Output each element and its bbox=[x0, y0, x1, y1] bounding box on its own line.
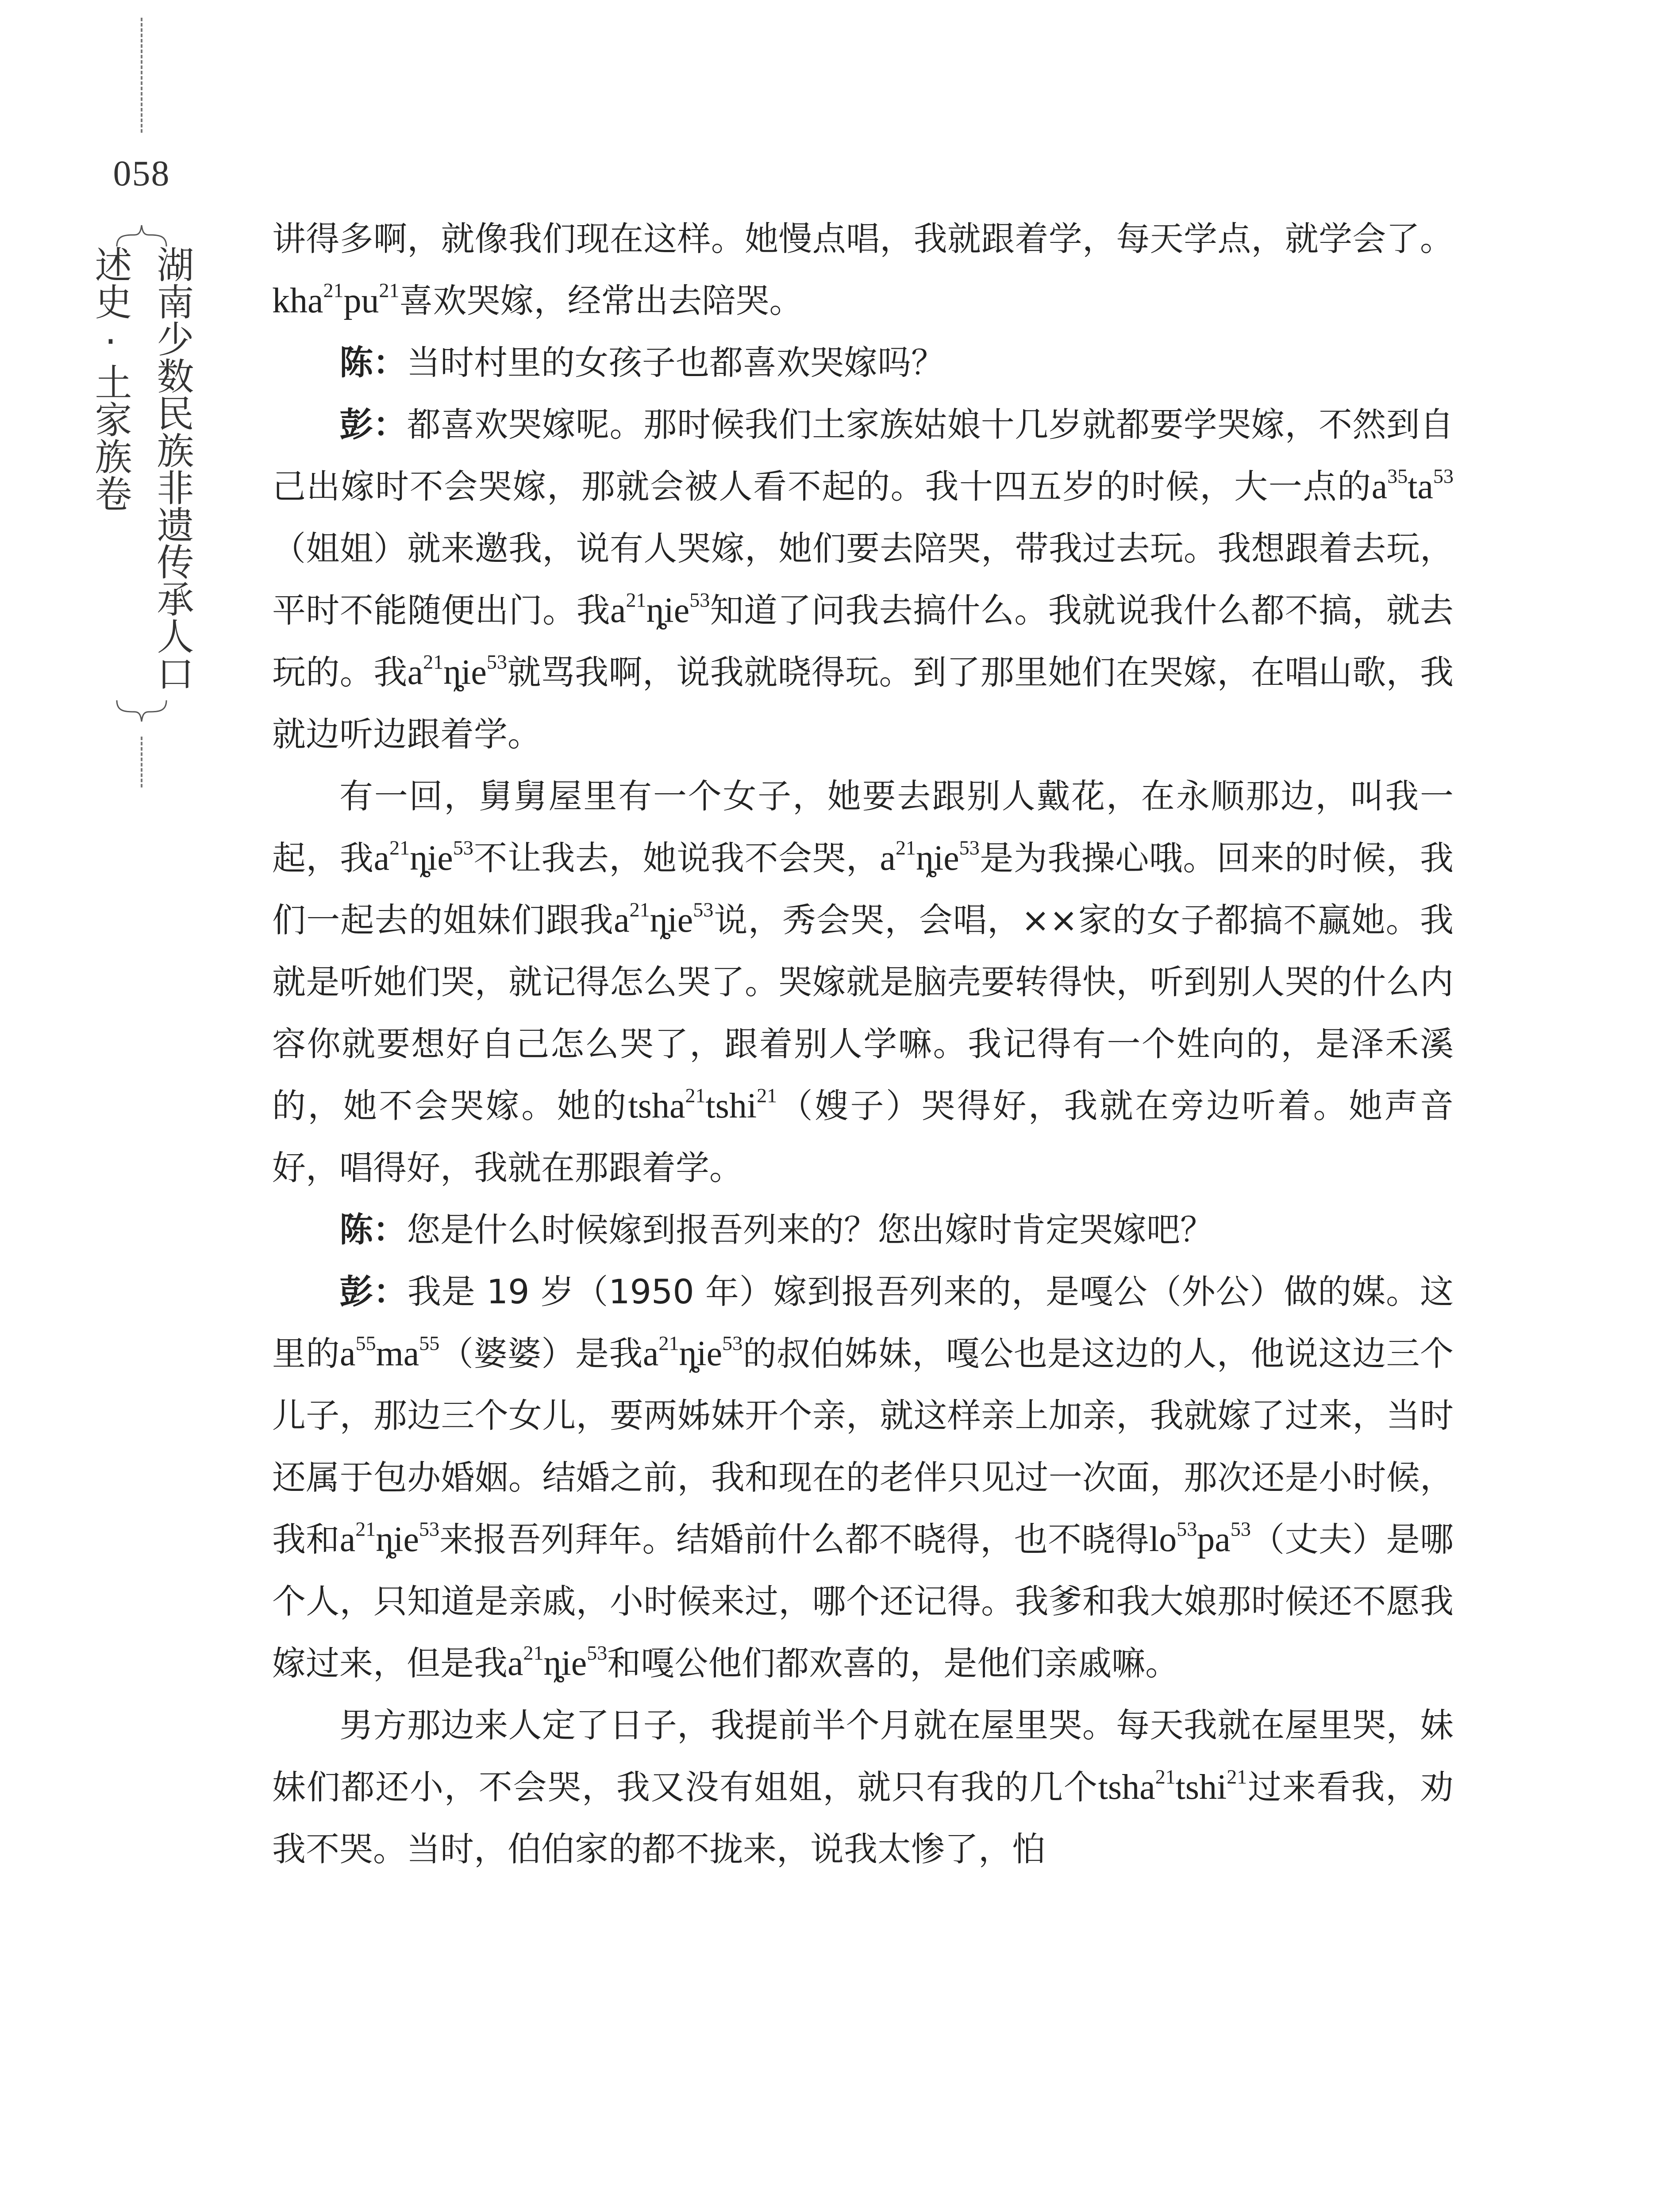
phonetic-term: a bbox=[614, 901, 630, 940]
text-run: 知道了问我去搞什么。我就说我什么都不搞，就去玩的。我 bbox=[272, 591, 1454, 692]
tone-superscript: 53 bbox=[689, 588, 710, 611]
text-run: 喜欢哭嫁，经常出去陪哭。 bbox=[399, 281, 803, 320]
text-run: 男方那边来人定了日子，我提前半个月就在屋里哭。每天我就在屋里哭，妹妹们都还小，不会哭，我又没有姐姐，就只有我的几个 bbox=[272, 1705, 1454, 1807]
phonetic-term: tshi bbox=[705, 1087, 757, 1125]
tone-superscript: 53 bbox=[419, 1517, 439, 1540]
page-number: 058 bbox=[113, 153, 170, 193]
tone-superscript: 21 bbox=[389, 836, 410, 859]
phonetic-term: kha bbox=[272, 281, 323, 320]
tone-superscript: 21 bbox=[629, 898, 650, 921]
text-run: （婆婆）是我 bbox=[439, 1334, 643, 1373]
tone-superscript: 53 bbox=[959, 836, 980, 859]
phonetic-term: a bbox=[373, 839, 390, 878]
phonetic-term: pu bbox=[343, 281, 379, 320]
phonetic-term: ȵie bbox=[650, 901, 693, 940]
text-run: 说，秀会哭，会唱，××家的女子都搞不赢她。我就是听她们哭，就记得怎么哭了。哭嫁就是脑壳要转得快，听到别人哭的什么内容你就要想好自己怎么哭了，跟着别人学嘛。我记得有一个姓向的，是泽禾溪的，她不会哭嫁。她的 bbox=[272, 900, 1454, 1125]
body-text bbox=[272, 208, 1454, 1880]
brace-bottom-ornament bbox=[115, 699, 168, 723]
tone-superscript: 55 bbox=[355, 1332, 376, 1355]
page-margin-sidebar bbox=[89, 0, 194, 796]
speaker-label: 彭： bbox=[339, 405, 407, 444]
tone-superscript: 53 bbox=[1177, 1517, 1197, 1540]
phonetic-term: tsha bbox=[1098, 1768, 1155, 1807]
phonetic-term: a bbox=[339, 1520, 356, 1559]
text-run: 过来看我，劝我不哭。当时，伯伯家的都不拢来，说我太惨了，怕 bbox=[272, 1767, 1454, 1869]
phonetic-term: a bbox=[880, 839, 896, 878]
margin-dashed-rule-top bbox=[141, 18, 142, 133]
paragraph bbox=[272, 1261, 1454, 1694]
series-title-frame bbox=[89, 223, 194, 723]
text-run: 讲得多啊，就像我们现在这样。她慢点唱，我就跟着学，每天学点，就学会了。 bbox=[272, 219, 1454, 258]
tone-superscript: 21 bbox=[626, 588, 646, 611]
margin-dashed-rule-bottom bbox=[141, 737, 142, 787]
phonetic-term: lo bbox=[1149, 1520, 1177, 1559]
phonetic-term: a bbox=[340, 1334, 356, 1373]
tone-superscript: 53 bbox=[1433, 465, 1454, 488]
tone-superscript: 21 bbox=[523, 1641, 544, 1664]
phonetic-term: ȵie bbox=[410, 839, 453, 878]
phonetic-term: a bbox=[610, 591, 626, 630]
phonetic-term: tshi bbox=[1175, 1768, 1227, 1807]
tone-superscript: 21 bbox=[757, 1084, 777, 1107]
phonetic-term: ȵie bbox=[646, 591, 690, 630]
text-run: （嫂子）哭得好，我就在旁边听着。她声音好，唱得好，我就在那跟着学。 bbox=[272, 1086, 1454, 1187]
phonetic-term: a bbox=[407, 653, 423, 692]
text-run: （丈夫）是哪个人，只知道是亲戚，小时候来过，哪个还记得。我爹和我大娘那时候还不愿我嫁过来，但是我 bbox=[272, 1520, 1454, 1683]
paragraph bbox=[272, 1199, 1454, 1261]
tone-superscript: 55 bbox=[419, 1332, 440, 1355]
phonetic-term: ȵie bbox=[543, 1644, 587, 1683]
text-run: 我是 19 岁（1950 年）嫁到报吾列来的，是嘎公（外公）做的媒。这里的 bbox=[272, 1272, 1454, 1373]
text-run: 您是什么时候嫁到报吾列来的？您出嫁时肯定哭嫁吧？ bbox=[407, 1210, 1214, 1249]
tone-superscript: 21 bbox=[1155, 1765, 1176, 1788]
text-run: 和嘎公他们都欢喜的，是他们亲戚嘛。 bbox=[607, 1644, 1179, 1683]
phonetic-term: a bbox=[642, 1334, 659, 1373]
tone-superscript: 53 bbox=[587, 1641, 608, 1664]
phonetic-term: ta bbox=[1408, 467, 1433, 506]
phonetic-term: ȵie bbox=[679, 1334, 723, 1373]
tone-superscript: 35 bbox=[1387, 465, 1408, 488]
tone-superscript: 53 bbox=[486, 650, 507, 673]
speaker-label: 陈： bbox=[339, 343, 407, 382]
paragraph bbox=[272, 765, 1454, 1199]
tone-superscript: 21 bbox=[685, 1084, 706, 1107]
phonetic-term: ȵie bbox=[376, 1520, 419, 1559]
phonetic-term: pa bbox=[1197, 1520, 1231, 1559]
phonetic-term: ȵie bbox=[443, 653, 487, 692]
phonetic-term: a bbox=[1371, 467, 1388, 506]
phonetic-term: a bbox=[508, 1644, 523, 1683]
tone-superscript: 53 bbox=[1230, 1517, 1251, 1540]
phonetic-term: ȵie bbox=[916, 839, 959, 878]
text-run: （姐姐）就来邀我，说有人哭嫁，她们要去陪哭，带我过去玩。我想跟着去玩，平时不能随便出门。我 bbox=[272, 529, 1454, 630]
paragraph bbox=[272, 1694, 1454, 1880]
tone-superscript: 21 bbox=[423, 650, 444, 673]
tone-superscript: 53 bbox=[453, 836, 473, 859]
tone-superscript: 53 bbox=[722, 1332, 743, 1355]
text-run: 有一回，舅舅屋里有一个女子，她要去跟别人戴花，在永顺那边，叫我一起，我 bbox=[272, 776, 1454, 878]
brace-top-ornament bbox=[115, 223, 168, 248]
paragraph bbox=[272, 394, 1454, 765]
tone-superscript: 53 bbox=[693, 898, 714, 921]
tone-superscript: 21 bbox=[323, 279, 344, 302]
tone-superscript: 21 bbox=[379, 279, 400, 302]
tone-superscript: 21 bbox=[896, 836, 916, 859]
text-run: 是为我操心哦。回来的时候，我们一起去的姐妹们跟我 bbox=[272, 838, 1454, 940]
phonetic-term: ma bbox=[376, 1334, 419, 1373]
text-run: 都喜欢哭嫁呢。那时候我们土家族姑娘十几岁就都要学哭嫁，不然到自己出嫁时不会哭嫁，那就会被人看不起的。我十四五岁的时候，大一点的 bbox=[272, 405, 1454, 506]
tone-superscript: 21 bbox=[1227, 1765, 1247, 1788]
phonetic-term: tsha bbox=[628, 1087, 685, 1125]
paragraph bbox=[272, 208, 1454, 332]
speaker-label: 彭： bbox=[339, 1272, 408, 1311]
tone-superscript: 21 bbox=[355, 1517, 376, 1540]
text-run: 就骂我啊，说我就晓得玩。到了那里她们在哭嫁，在唱山歌，我就边听边跟着学。 bbox=[272, 653, 1454, 754]
paragraph bbox=[272, 332, 1454, 394]
speaker-label: 陈： bbox=[339, 1210, 407, 1249]
tone-superscript: 21 bbox=[658, 1332, 679, 1355]
text-run: 来报吾列拜年。结婚前什么都不晓得，也不晓得 bbox=[439, 1520, 1150, 1559]
text-run: 不让我去，她说我不会哭， bbox=[473, 838, 880, 878]
text-run: 的叔伯姊妹，嘎公也是这边的人，他说这边三个儿子，那边三个女儿，要两姊妹开个亲，就这样亲上加亲，我就嫁了过来，当时还属于包办婚姻。结婚之前，我和现在的老伴只见过一次面，那次还是小时候，我和 bbox=[272, 1334, 1454, 1559]
text-run: 当时村里的女孩子也都喜欢哭嫁吗？ bbox=[407, 343, 945, 382]
series-title: 湖南少数民族非遗传承人口述史·土家族卷 bbox=[89, 246, 194, 691]
